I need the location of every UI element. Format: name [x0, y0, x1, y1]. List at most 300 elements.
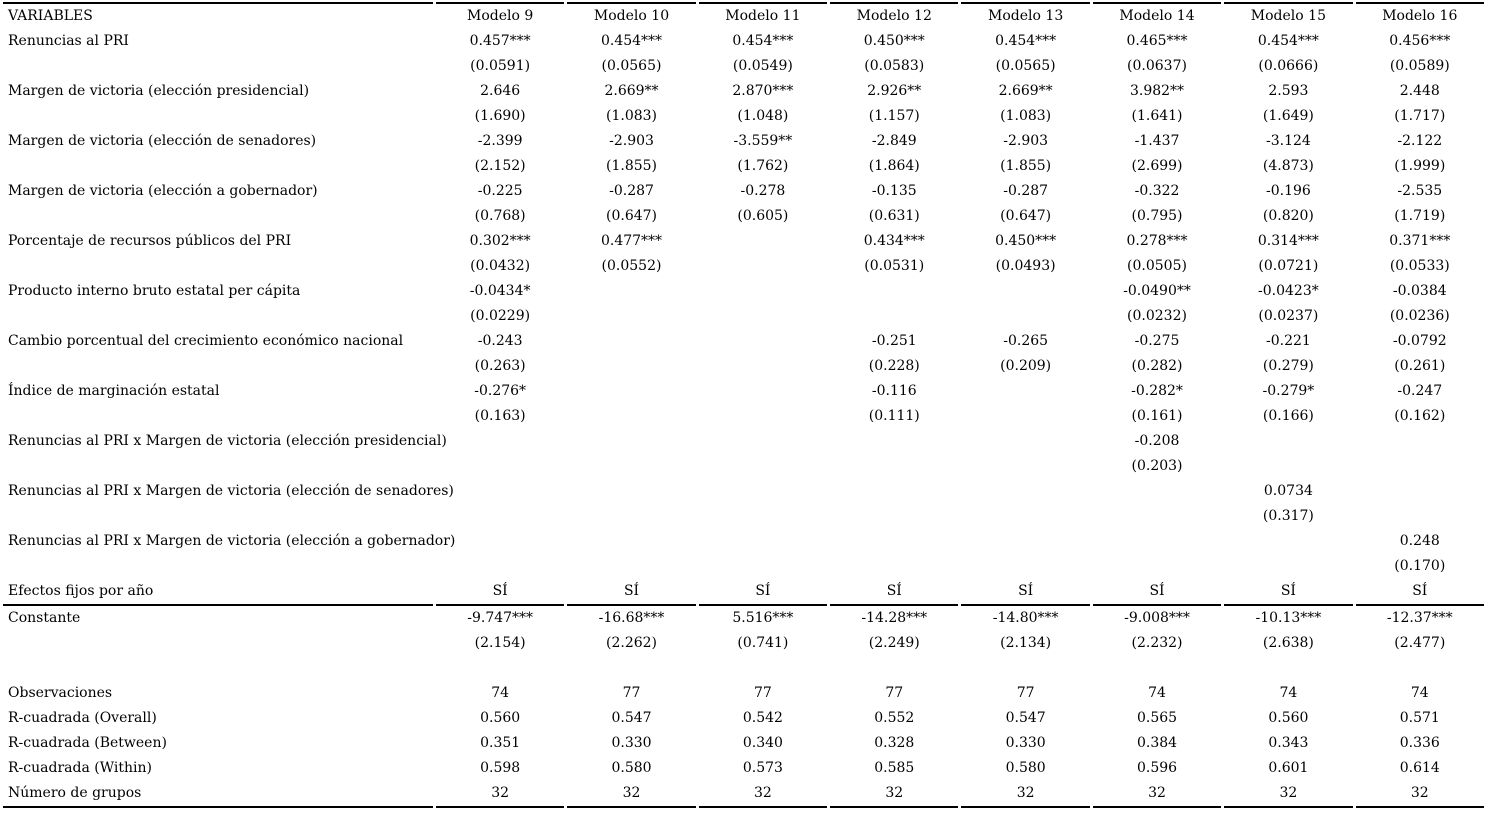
fixed-effects-row	[3, 579, 1484, 606]
coefficient-cell: -0.0792	[1392, 333, 1447, 349]
coefficient-cell: 2.448	[1399, 83, 1440, 99]
coefficient-cell	[699, 329, 827, 354]
stderr-cell	[961, 554, 1089, 579]
coefficient-cell: 0.248	[1399, 533, 1440, 549]
coefficient-cell	[436, 429, 564, 454]
coefficient-cell: -0.251	[871, 333, 917, 349]
spacer-cell	[1356, 656, 1484, 681]
coefficient-cell: -0.322	[1134, 183, 1180, 199]
stat-label: Número de grupos	[3, 781, 433, 808]
stat-cell: 0.552	[874, 710, 915, 726]
stderr-cell: (2.477)	[1394, 635, 1446, 651]
stderr-cell: (0.279)	[1262, 358, 1314, 374]
variable-se-row	[3, 554, 1484, 579]
variable-se-row	[3, 254, 1484, 279]
stat-cell: 32	[961, 781, 1089, 808]
variable-label-spacer	[3, 354, 433, 379]
stderr-cell: (1.855)	[1000, 158, 1052, 174]
header-model: Modelo 9	[436, 2, 564, 29]
stat-cell: 0.547	[1005, 710, 1046, 726]
coefficient-cell: 0.454***	[600, 33, 663, 49]
variable-se-row	[3, 404, 1484, 429]
spacer-cell	[699, 656, 827, 681]
coefficient-cell: 2.646	[480, 83, 521, 99]
stat-cell: 77	[885, 685, 904, 701]
spacer-cell	[961, 656, 1089, 681]
coefficient-cell: -2.903	[1003, 133, 1049, 149]
coefficient-cell: 2.669**	[604, 83, 659, 99]
stderr-cell	[699, 454, 827, 479]
coefficient-cell	[830, 279, 958, 304]
stat-cell: 0.340	[742, 735, 783, 751]
coefficient-cell	[567, 479, 695, 504]
coefficient-cell	[961, 429, 1089, 454]
stat-cell: 74	[1410, 685, 1429, 701]
coefficient-cell: -0.0434*	[469, 283, 531, 299]
variable-coef-row	[3, 429, 1484, 454]
variable-coef-row	[3, 129, 1484, 154]
stderr-cell: (4.873)	[1262, 158, 1314, 174]
stat-row	[3, 681, 1484, 706]
variable-coef-row	[3, 379, 1484, 404]
stderr-cell: (2.134)	[1000, 635, 1052, 651]
stderr-cell: (0.263)	[474, 358, 526, 374]
coefficient-cell: 0.278***	[1126, 233, 1188, 249]
coefficient-cell: -0.221	[1265, 333, 1311, 349]
coefficient-cell: -3.124	[1265, 133, 1311, 149]
stat-cell: 77	[753, 685, 772, 701]
coefficient-cell	[567, 529, 695, 554]
coefficient-cell: 2.870***	[732, 83, 794, 99]
coefficient-cell	[1093, 479, 1221, 504]
stderr-cell: (0.647)	[606, 208, 658, 224]
stderr-cell: (0.605)	[737, 208, 789, 224]
stat-label: Observaciones	[8, 685, 113, 701]
coefficient-cell	[699, 229, 827, 254]
stat-cell: 0.565	[1136, 710, 1178, 726]
constant-label-spacer	[3, 631, 433, 656]
stderr-cell	[567, 454, 695, 479]
variable-coef-row	[3, 79, 1484, 104]
constant-label: Constante	[8, 610, 81, 626]
stat-cell: 0.330	[1005, 735, 1046, 751]
stderr-cell	[961, 304, 1089, 329]
coefficient-cell	[567, 379, 695, 404]
variable-label: Margen de victoria (elección presidencial)	[8, 83, 310, 99]
variable-label: Margen de victoria (elección a gobernador)	[8, 183, 318, 199]
variable-coef-row	[3, 479, 1484, 504]
stderr-cell	[1224, 554, 1352, 579]
fixed-effects-cell: SÍ	[830, 579, 958, 606]
stderr-cell	[1093, 504, 1221, 529]
variable-label-spacer	[3, 404, 433, 429]
stderr-cell: (1.641)	[1131, 108, 1183, 124]
stderr-cell: (1.864)	[868, 158, 920, 174]
coefficient-cell	[699, 279, 827, 304]
stderr-cell: (1.083)	[1000, 108, 1052, 124]
variable-label-spacer	[3, 54, 433, 79]
coefficient-cell: -0.0423*	[1258, 283, 1319, 299]
stderr-cell	[699, 404, 827, 429]
variable-coef-row	[3, 229, 1484, 254]
header-model: Modelo 11	[699, 2, 827, 29]
stderr-cell: (0.0229)	[470, 308, 531, 324]
stderr-cell: (0.0237)	[1258, 308, 1319, 324]
stderr-cell: (0.0432)	[470, 258, 531, 274]
stderr-cell: (0.0533)	[1389, 258, 1450, 274]
spacer-cell	[830, 656, 958, 681]
stderr-cell	[436, 454, 564, 479]
fixed-effects-cell: SÍ	[1356, 579, 1484, 606]
spacer-cell	[1224, 656, 1352, 681]
stderr-cell	[1356, 454, 1484, 479]
stat-cell: 0.351	[480, 735, 521, 751]
coefficient-cell	[830, 429, 958, 454]
coefficient-cell: 0.450***	[995, 233, 1057, 249]
stat-row	[3, 731, 1484, 756]
coefficient-cell: -0.276*	[474, 383, 527, 399]
coefficient-cell	[567, 329, 695, 354]
stderr-cell: (2.152)	[474, 158, 526, 174]
header-model: Modelo 16	[1356, 2, 1484, 29]
header-row	[3, 2, 1484, 29]
stat-cell: 0.384	[1136, 735, 1178, 751]
coefficient-cell	[567, 279, 695, 304]
coefficient-cell: -2.903	[609, 133, 654, 149]
fixed-effects-cell: SÍ	[699, 579, 827, 606]
stderr-cell: (0.647)	[1000, 208, 1052, 224]
coefficient-cell: 0.0734	[1263, 483, 1313, 499]
stderr-cell: (0.0236)	[1389, 308, 1450, 324]
variable-label-spacer	[3, 454, 433, 479]
stat-label: R-cuadrada (Between)	[8, 735, 167, 751]
stderr-cell	[699, 554, 827, 579]
variable-label: Cambio porcentual del crecimiento económico nacional	[8, 333, 404, 349]
coefficient-cell: -0.196	[1265, 183, 1311, 199]
stat-cell: 0.547	[611, 710, 652, 726]
stderr-cell	[567, 554, 695, 579]
coefficient-cell: 0.302***	[469, 233, 531, 249]
coefficient-cell: -9.008***	[1124, 610, 1190, 626]
variable-label-spacer	[3, 104, 433, 129]
fixed-effects-cell: SÍ	[567, 579, 695, 606]
stat-cell: 77	[1016, 685, 1035, 701]
stderr-cell: (0.170)	[1394, 558, 1446, 574]
stderr-cell: (0.261)	[1394, 358, 1446, 374]
stderr-cell	[567, 304, 695, 329]
stderr-cell: (0.0232)	[1127, 308, 1187, 324]
spacer-cell	[3, 656, 433, 681]
stat-cell: 0.580	[1005, 760, 1046, 776]
stderr-cell: (1.762)	[737, 158, 789, 174]
coefficient-cell: -0.135	[871, 183, 917, 199]
variable-se-row	[3, 504, 1484, 529]
stat-cell: 32	[830, 781, 958, 808]
fixed-effects-cell: SÍ	[1224, 579, 1352, 606]
stat-cell: 74	[1148, 685, 1166, 701]
stat-cell: 0.585	[874, 760, 915, 776]
variable-label-spacer	[3, 204, 433, 229]
stderr-cell	[699, 254, 827, 279]
stderr-cell: (0.0552)	[601, 258, 662, 274]
coefficient-cell: 0.314***	[1257, 233, 1319, 249]
coefficient-cell: -0.265	[1003, 333, 1049, 349]
stderr-cell	[961, 404, 1089, 429]
stat-cell: 0.598	[480, 760, 521, 776]
stderr-cell: (0.631)	[868, 208, 920, 224]
coefficient-cell: 5.516***	[732, 610, 794, 626]
coefficient-cell: 0.457***	[469, 33, 531, 49]
stat-label: R-cuadrada (Overall)	[8, 710, 157, 726]
coefficient-cell: -14.28***	[861, 610, 928, 626]
stderr-cell: (1.157)	[868, 108, 920, 124]
stderr-cell: (0.0589)	[1389, 58, 1450, 74]
stderr-cell	[830, 554, 958, 579]
variable-se-row	[3, 54, 1484, 79]
stat-cell: 0.601	[1268, 760, 1309, 776]
coefficient-cell: 0.434***	[863, 233, 925, 249]
stderr-cell	[961, 504, 1089, 529]
stat-cell: 0.560	[480, 710, 521, 726]
variable-label-spacer	[3, 304, 433, 329]
coefficient-cell: -14.80***	[992, 610, 1059, 626]
variable-se-row	[3, 304, 1484, 329]
coefficient-cell: -0.116	[871, 383, 917, 399]
stderr-cell: (0.741)	[737, 635, 789, 651]
stderr-cell: (2.262)	[606, 635, 658, 651]
coefficient-cell: -1.437	[1134, 133, 1180, 149]
variable-coef-row	[3, 329, 1484, 354]
coefficient-cell: 0.454***	[995, 33, 1057, 49]
stderr-cell: (0.795)	[1131, 208, 1183, 224]
coefficient-cell: -0.0490**	[1123, 283, 1191, 299]
stderr-cell: (0.768)	[474, 208, 526, 224]
regression-table-body	[3, 2, 1484, 808]
header-model: Modelo 12	[830, 2, 958, 29]
stderr-cell: (0.228)	[868, 358, 920, 374]
stderr-cell	[699, 504, 827, 529]
coefficient-cell: 0.371***	[1389, 233, 1451, 249]
stat-cell: 0.542	[742, 710, 783, 726]
stat-row	[3, 756, 1484, 781]
stderr-cell: (2.154)	[474, 635, 526, 651]
coefficient-cell: 0.454***	[732, 33, 794, 49]
coefficient-cell: -0.247	[1397, 383, 1443, 399]
stderr-cell: (0.0591)	[470, 58, 531, 74]
stderr-cell: (1.083)	[606, 108, 658, 124]
stderr-cell: (0.209)	[1000, 358, 1052, 374]
regression-table	[0, 2, 1487, 808]
stderr-cell	[1093, 554, 1221, 579]
variable-label: Producto interno bruto estatal per cápita	[8, 283, 301, 299]
variable-label: Renuncias al PRI x Margen de victoria (elección de senadores)	[8, 483, 454, 499]
coefficient-cell: -2.399	[477, 133, 523, 149]
variable-label-spacer	[3, 254, 433, 279]
stat-cell: 0.560	[1268, 710, 1309, 726]
stat-cell: 32	[1224, 781, 1352, 808]
coefficient-cell: -0.282*	[1131, 383, 1183, 399]
stderr-cell: (0.0531)	[864, 258, 925, 274]
variable-coef-row	[3, 29, 1484, 54]
variable-label-spacer	[3, 154, 433, 179]
coefficient-cell: -0.0384	[1392, 283, 1447, 299]
stat-cell: 0.343	[1268, 735, 1309, 751]
stderr-cell	[436, 554, 564, 579]
coefficient-cell: -0.208	[1134, 433, 1180, 449]
variable-label: Renuncias al PRI x Margen de victoria (elección presidencial)	[8, 433, 447, 449]
coefficient-cell	[699, 379, 827, 404]
coefficient-cell: 0.465***	[1126, 33, 1188, 49]
header-model: Modelo 13	[961, 2, 1089, 29]
stderr-cell: (0.0549)	[732, 58, 793, 74]
coefficient-cell	[830, 479, 958, 504]
stat-cell: 74	[491, 685, 510, 701]
variable-coef-row	[3, 279, 1484, 304]
stderr-cell: (0.111)	[868, 408, 920, 424]
stderr-cell: (0.163)	[474, 408, 526, 424]
stat-row	[3, 706, 1484, 731]
coefficient-cell	[961, 379, 1089, 404]
stat-row	[3, 781, 1484, 808]
constant-coef-row	[3, 606, 1484, 631]
coefficient-cell: -16.68***	[598, 610, 665, 626]
coefficient-cell: -0.278	[740, 183, 786, 199]
stderr-cell: (0.820)	[1262, 208, 1314, 224]
stderr-cell: (0.166)	[1262, 408, 1314, 424]
header-model: Modelo 10	[567, 2, 695, 29]
stderr-cell: (2.699)	[1131, 158, 1183, 174]
stderr-cell: (1.717)	[1394, 108, 1446, 124]
fixed-effects-label: Efectos fijos por año	[3, 579, 433, 606]
stat-cell: 0.580	[611, 760, 652, 776]
constant-se-row	[3, 631, 1484, 656]
stderr-cell	[1224, 454, 1352, 479]
stderr-cell: (2.638)	[1262, 635, 1314, 651]
coefficient-cell: 0.477***	[600, 233, 663, 249]
stat-cell: 0.573	[742, 760, 783, 776]
stderr-cell	[830, 454, 958, 479]
variable-label: Renuncias al PRI x Margen de victoria (elección a gobernador)	[8, 533, 456, 549]
coefficient-cell: 2.593	[1268, 83, 1309, 99]
variable-se-row	[3, 354, 1484, 379]
header-variables: VARIABLES	[3, 2, 433, 29]
variable-label-spacer	[3, 504, 433, 529]
coefficient-cell: -12.37***	[1386, 610, 1453, 626]
stderr-cell	[567, 354, 695, 379]
coefficient-cell: -0.279*	[1262, 383, 1315, 399]
stat-cell: 32	[1093, 781, 1221, 808]
stderr-cell	[961, 454, 1089, 479]
stderr-cell: (0.0565)	[601, 58, 662, 74]
coefficient-cell: 0.454***	[1257, 33, 1319, 49]
coefficient-cell: 3.982**	[1129, 83, 1185, 99]
variable-se-row	[3, 204, 1484, 229]
stderr-cell: (1.649)	[1262, 108, 1314, 124]
spacer-row	[3, 656, 1484, 681]
stat-cell: 32	[567, 781, 695, 808]
stderr-cell: (1.855)	[606, 158, 658, 174]
coefficient-cell	[1356, 429, 1484, 454]
coefficient-cell: -0.287	[1003, 183, 1049, 199]
stderr-cell	[830, 304, 958, 329]
variable-label: Índice de marginación estatal	[8, 383, 220, 399]
stderr-cell: (0.282)	[1131, 358, 1183, 374]
coefficient-cell: -2.849	[871, 133, 917, 149]
stderr-cell: (0.161)	[1131, 408, 1183, 424]
stderr-cell: (1.690)	[474, 108, 526, 124]
fixed-effects-cell: SÍ	[961, 579, 1089, 606]
stat-cell: 0.571	[1399, 710, 1440, 726]
stderr-cell	[699, 354, 827, 379]
stat-cell: 32	[1356, 781, 1484, 808]
stderr-cell	[699, 304, 827, 329]
header-model: Modelo 15	[1224, 2, 1352, 29]
stderr-cell: (2.232)	[1131, 635, 1183, 651]
stderr-cell: (1.048)	[737, 108, 789, 124]
stat-cell: 32	[699, 781, 827, 808]
coefficient-cell: -2.535	[1397, 183, 1443, 199]
stat-label: R-cuadrada (Within)	[8, 760, 152, 776]
spacer-cell	[436, 656, 564, 681]
coefficient-cell: -0.287	[609, 183, 654, 199]
variable-se-row	[3, 154, 1484, 179]
stderr-cell: (0.0637)	[1127, 58, 1187, 74]
stat-cell: 32	[436, 781, 564, 808]
coefficient-cell	[699, 529, 827, 554]
coefficient-cell	[961, 479, 1089, 504]
stderr-cell: (2.249)	[868, 635, 920, 651]
stat-cell: 0.336	[1399, 735, 1440, 751]
variable-label: Porcentaje de recursos públicos del PRI	[8, 233, 292, 249]
variable-label-spacer	[3, 554, 433, 579]
coefficient-cell: -3.559**	[733, 133, 793, 149]
stat-cell: 0.328	[874, 735, 915, 751]
coefficient-cell: 2.926**	[867, 83, 922, 99]
coefficient-cell	[1224, 529, 1352, 554]
stderr-cell	[567, 504, 695, 529]
stderr-cell: (0.0493)	[995, 258, 1056, 274]
variable-se-row	[3, 104, 1484, 129]
stderr-cell: (1.719)	[1394, 208, 1446, 224]
variable-se-row	[3, 454, 1484, 479]
stderr-cell: (0.0505)	[1127, 258, 1187, 274]
stat-cell: 77	[622, 685, 641, 701]
coefficient-cell: 2.669**	[998, 83, 1053, 99]
coefficient-cell	[1093, 529, 1221, 554]
stderr-cell: (0.0583)	[864, 58, 925, 74]
coefficient-cell: -9.747***	[467, 610, 534, 626]
coefficient-cell: -2.122	[1397, 133, 1443, 149]
coefficient-cell: 0.456***	[1389, 33, 1451, 49]
coefficient-cell	[1356, 479, 1484, 504]
coefficient-cell	[961, 279, 1089, 304]
stat-cell: 0.614	[1399, 760, 1440, 776]
fixed-effects-cell: SÍ	[436, 579, 564, 606]
stderr-cell	[567, 404, 695, 429]
header-model: Modelo 14	[1093, 2, 1221, 29]
coefficient-cell	[961, 529, 1089, 554]
coefficient-cell	[699, 479, 827, 504]
stderr-cell: (0.203)	[1131, 458, 1183, 474]
coefficient-cell	[436, 479, 564, 504]
variable-label: Margen de victoria (elección de senadores)	[8, 133, 317, 149]
stat-cell: 0.596	[1136, 760, 1178, 776]
stat-cell: 0.330	[611, 735, 652, 751]
stderr-cell: (0.0666)	[1258, 58, 1319, 74]
stderr-cell: (0.317)	[1262, 508, 1314, 524]
stderr-cell	[1356, 504, 1484, 529]
stderr-cell	[436, 504, 564, 529]
